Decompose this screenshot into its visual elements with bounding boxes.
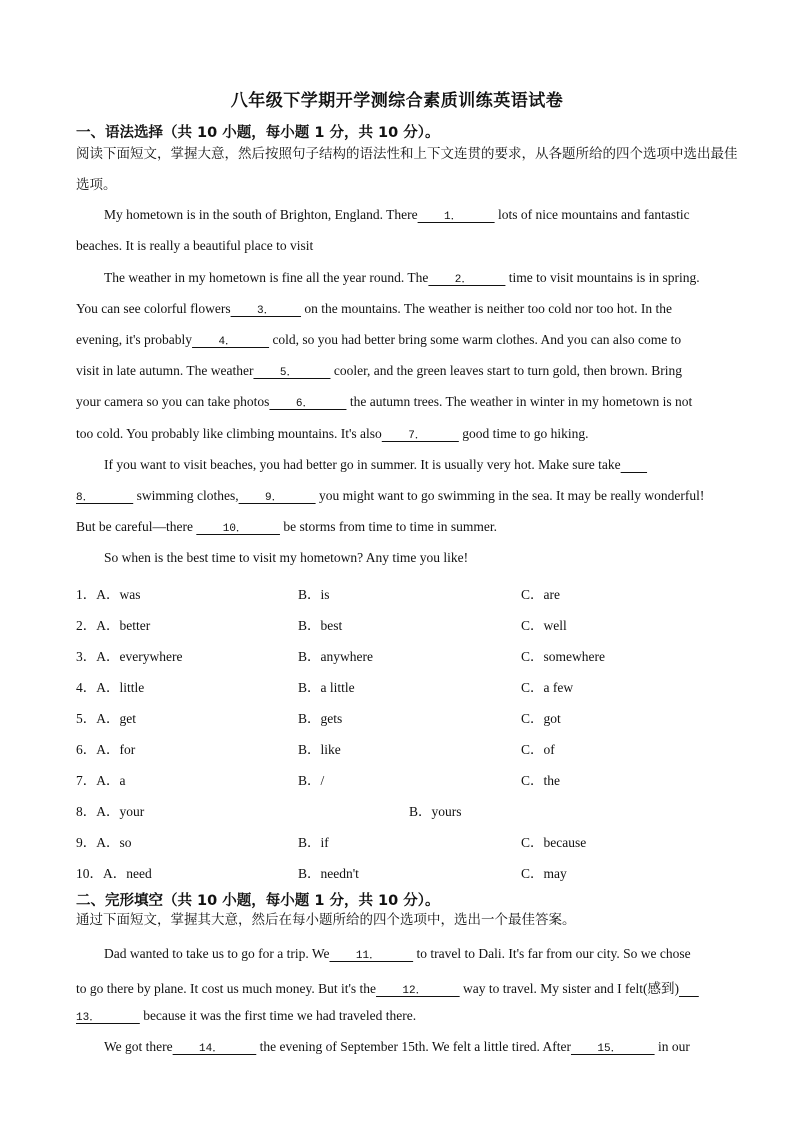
blank-11: 11．: [329, 950, 414, 962]
option-c[interactable]: C．got: [521, 711, 561, 726]
blank-14: 14．: [172, 1043, 257, 1055]
passage-text: Dad wanted to take us to go for a trip. We: [104, 946, 330, 961]
passage-text: because it was the first time we had traveled there.: [139, 1008, 417, 1023]
question-8: [76, 800, 756, 820]
passage-text: You can see colorful flowers: [76, 301, 231, 316]
passage-text: your camera so you can take photos: [76, 394, 270, 409]
option-a[interactable]: A．was: [96, 587, 141, 602]
question-number: 4．: [76, 680, 97, 695]
passage-line: [76, 488, 704, 504]
passage-line: [104, 270, 700, 286]
question-number-and-option-a: [76, 831, 132, 851]
option-c[interactable]: C．are: [521, 587, 560, 602]
passage-text: swimming clothes,: [133, 488, 239, 503]
blank-13-start: [679, 985, 699, 997]
option-b[interactable]: B．like: [298, 742, 341, 757]
question-number: 8．: [76, 804, 97, 819]
passage-line: [104, 457, 647, 473]
passage-line: [76, 394, 692, 410]
passage-line: [104, 550, 468, 566]
blank-1: 1．: [417, 211, 495, 223]
question-number: 1．: [76, 587, 97, 602]
question-1: [76, 583, 756, 603]
blank-12: 12．: [376, 985, 460, 997]
question-9: [76, 831, 756, 851]
passage-line: [76, 519, 497, 535]
passage-text: time to visit mountains is in spring.: [505, 270, 700, 285]
passage-text: be storms from time to time in summer.: [279, 519, 498, 534]
option-c[interactable]: C．somewhere: [521, 649, 605, 664]
passage-line: [104, 946, 691, 962]
blank-15: 15．: [570, 1043, 655, 1055]
option-a[interactable]: A．better: [96, 618, 151, 633]
question-number-and-option-a: [76, 614, 150, 634]
passage-text: beaches. It is really a beautiful place to visit: [76, 238, 314, 253]
blank-10: 10．: [196, 523, 280, 535]
passage-text: But be careful—there: [76, 519, 197, 534]
question-number-and-option-a: [76, 707, 136, 727]
passage-line: [76, 1008, 416, 1024]
question-number-and-option-a: [76, 583, 141, 603]
passage-text: The weather in my hometown is fine all the year round. The: [104, 270, 429, 285]
passage-text: If you want to visit beaches, you had better go in summer. It is usually very hot. Make sure take: [104, 457, 621, 472]
option-a[interactable]: A．for: [96, 742, 136, 757]
section1-heading: 一、语法选择（共 10 小题，每小题 1 分，共 10 分）。: [76, 125, 440, 141]
option-b[interactable]: B．needn't: [298, 866, 359, 881]
question-number-and-option-a: [76, 645, 182, 665]
passage-text: evening, it's probably: [76, 332, 193, 347]
section2-heading: 二、完形填空（共 10 小题，每小题 1 分，共 10 分）。: [76, 893, 440, 909]
blank-9: 9．: [238, 492, 316, 504]
option-c[interactable]: C．well: [521, 618, 567, 633]
blank-6: 6．: [269, 398, 347, 410]
option-b[interactable]: B．is: [298, 587, 330, 602]
section1-instruction: 阅读下面短文，掌握大意，然后按照句子结构的语法性和上下文连贯的要求，从各题所给的四个选项中选出最佳选项。: [76, 146, 738, 193]
blank-8-start: [621, 461, 647, 473]
blank-2: 2．: [428, 274, 506, 286]
question-number: 6．: [76, 742, 97, 757]
question-number-and-option-a: [76, 738, 135, 758]
blank-5: 5．: [253, 367, 331, 379]
passage-text: to go there by plane. It cost us much money. But it's the: [76, 981, 377, 996]
passage-text: My hometown is in the south of Brighton, England. There: [104, 207, 418, 222]
passage-text: visit in late autumn. The weather: [76, 363, 254, 378]
passage-text: to travel to Dali. It's far from our city. So we chose: [413, 946, 691, 961]
blank-4: 4．: [192, 336, 270, 348]
option-b[interactable]: B．/: [298, 773, 325, 788]
passage-text: So when is the best time to visit my hometown? Any time you like!: [104, 550, 469, 565]
passage-text: lots of nice mountains and fantastic: [494, 207, 690, 222]
option-a[interactable]: A．your: [96, 804, 145, 819]
passage-line: [76, 238, 313, 254]
blank-3: 3．: [230, 305, 302, 317]
question-number: 3．: [76, 649, 97, 664]
option-b[interactable]: B．anywhere: [298, 649, 373, 664]
question-number: 5．: [76, 711, 97, 726]
option-b[interactable]: B．a little: [298, 680, 355, 695]
option-a[interactable]: A．a: [96, 773, 126, 788]
passage-line: [76, 977, 699, 997]
passage-text: too cold. You probably like climbing mountains. It's also: [76, 426, 382, 441]
option-c[interactable]: C．the: [521, 773, 560, 788]
exam-title: 八年级下学期开学测综合素质训练英语试卷: [230, 91, 564, 111]
passage-text: the autumn trees. The weather in winter in my hometown is not: [346, 394, 693, 409]
passage-line: [104, 1039, 690, 1055]
question-6: [76, 738, 756, 758]
option-b[interactable]: B．gets: [298, 711, 343, 726]
blank-13: 13．: [76, 1012, 140, 1024]
question-number: 2．: [76, 618, 97, 633]
question-5: [76, 707, 756, 727]
passage-text: way to travel. My sister and I felt(感到): [459, 981, 679, 996]
option-b[interactable]: B．yours: [409, 804, 462, 819]
passage-text: in our: [654, 1039, 690, 1054]
passage-text: cold, so you had better bring some warm clothes. And you can also come to: [269, 332, 682, 347]
passage-line: [104, 207, 690, 223]
passage-text: the evening of September 15th. We felt a little tired. After: [256, 1039, 571, 1054]
question-number-and-option-a: [76, 769, 126, 789]
option-a[interactable]: A．so: [96, 835, 132, 850]
option-c[interactable]: C．of: [521, 742, 555, 757]
passage-line: [76, 301, 672, 317]
passage-text: you might want to go swimming in the sea. It may be really wonderful!: [315, 488, 705, 503]
passage-line: [76, 332, 681, 348]
option-a[interactable]: A．need: [103, 866, 152, 881]
question-number-and-option-a: [76, 800, 144, 820]
question-10: [76, 862, 756, 882]
option-b[interactable]: B．best: [298, 618, 343, 633]
option-a[interactable]: A．get: [96, 711, 136, 726]
question-number-and-option-a: [76, 676, 144, 696]
question-4: [76, 676, 756, 696]
option-c[interactable]: C．may: [521, 866, 567, 881]
passage-text: cooler, and the green leaves start to turn gold, then brown. Bring: [330, 363, 682, 378]
option-b[interactable]: B．if: [298, 835, 329, 850]
question-3: [76, 645, 756, 665]
passage-text: good time to go hiking.: [458, 426, 589, 441]
question-number: 10．: [76, 866, 103, 881]
option-a[interactable]: A．everywhere: [96, 649, 183, 664]
option-a[interactable]: A．little: [96, 680, 145, 695]
passage-line: [76, 426, 589, 442]
question-number: 7．: [76, 773, 97, 788]
section2-instruction: 通过下面短文，掌握其大意，然后在每小题所给的四个选项中，选出一个最佳答案。: [76, 912, 576, 928]
option-c[interactable]: C．because: [521, 835, 587, 850]
question-7: [76, 769, 756, 789]
passage-text: on the mountains. The weather is neither too cold nor too hot. In the: [301, 301, 672, 316]
question-number: 9．: [76, 835, 97, 850]
blank-7: 7．: [381, 430, 459, 442]
passage-text: We got there: [104, 1039, 173, 1054]
question-2: [76, 614, 756, 634]
option-c[interactable]: C．a few: [521, 680, 574, 695]
passage-line: [76, 363, 682, 379]
question-number-and-option-a: [76, 862, 152, 882]
blank-8: 8．: [76, 492, 134, 504]
